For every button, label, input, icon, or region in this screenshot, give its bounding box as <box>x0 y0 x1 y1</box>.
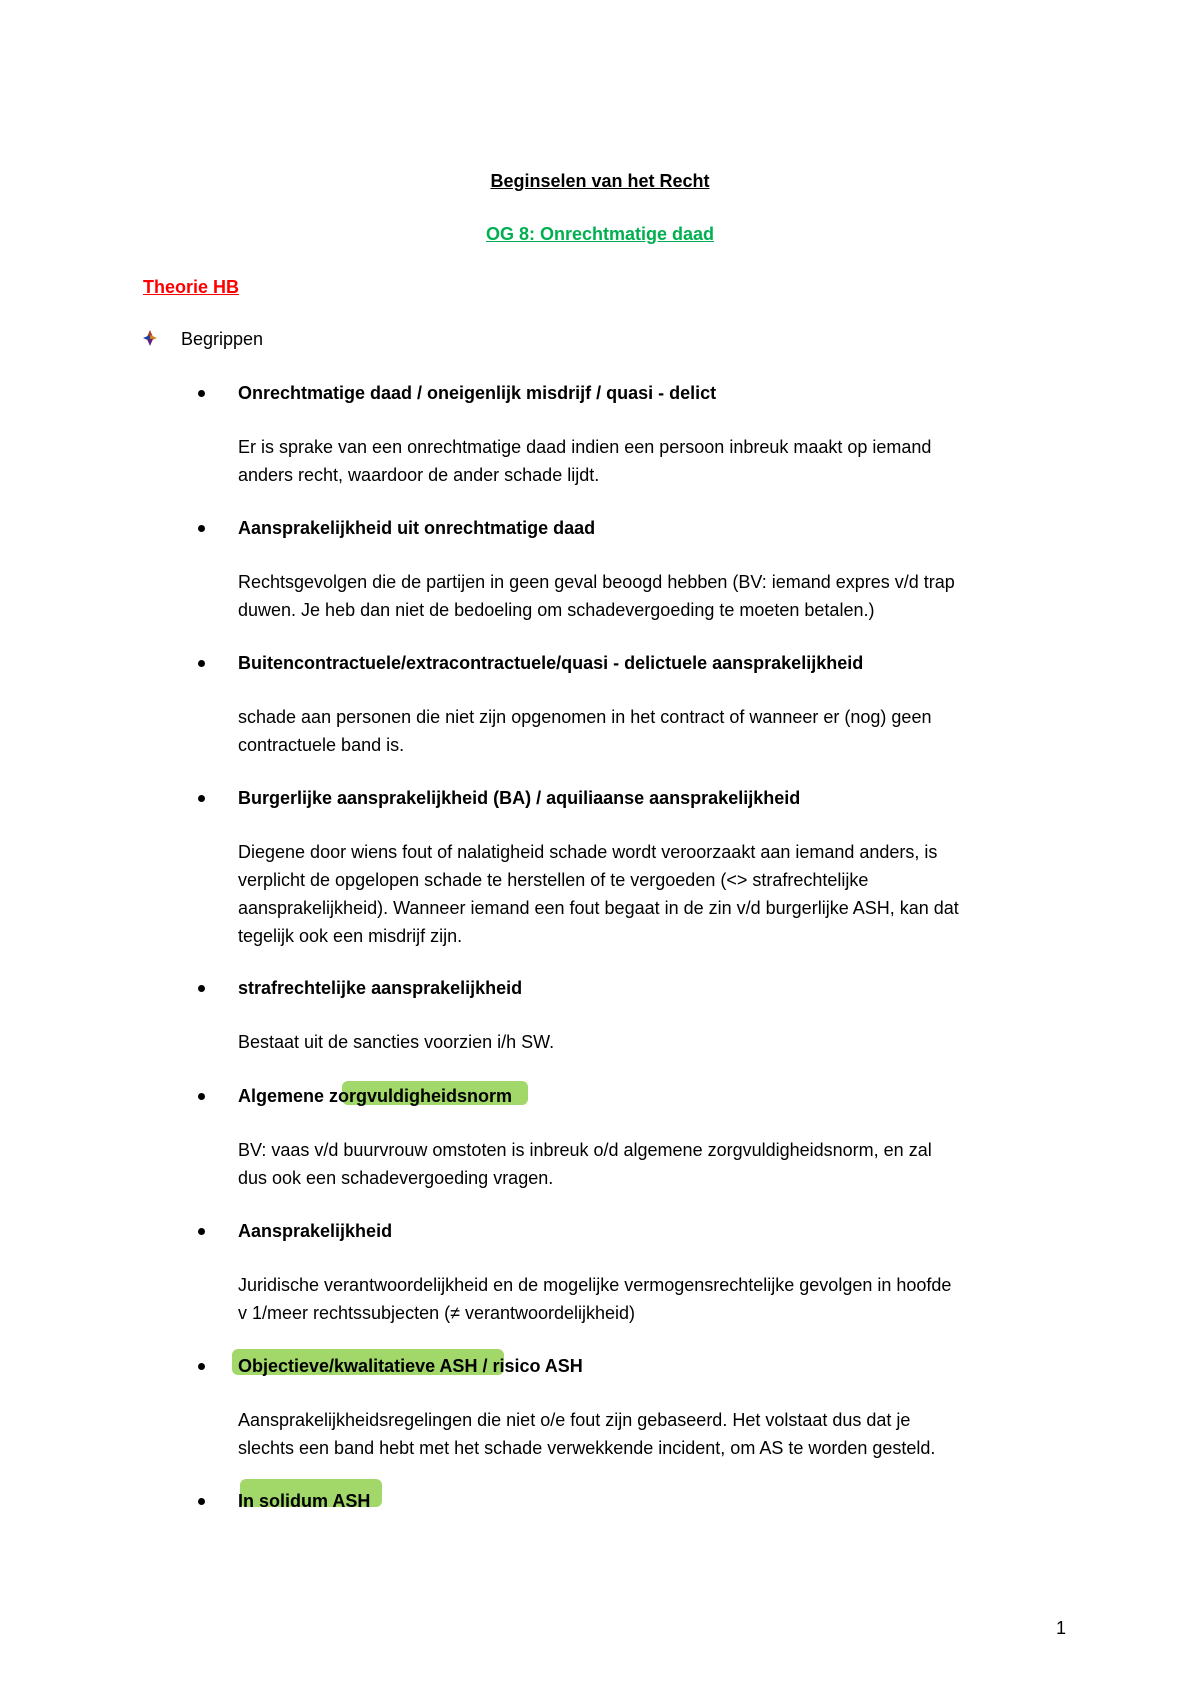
term-heading: Burgerlijke aansprakelijkheid (BA) / aquiliaanse aansprakelijkheid <box>238 788 801 808</box>
bullet-dot <box>198 1498 205 1505</box>
bullet-dot <box>198 525 205 532</box>
term-definition <box>238 1271 1068 1327</box>
definition-line: Juridische verantwoordelijkheid en de mogelijke vermogensrechtelijke gevolgen in hoofde <box>238 1275 952 1295</box>
definition-line: Bestaat uit de sancties voorzien i/h SW. <box>238 1032 555 1052</box>
definition-line: dus ook een schadevergoeding vragen. <box>238 1168 554 1188</box>
page-number: 1 <box>1056 1618 1067 1638</box>
definition-line: v 1/meer rechtssubjecten (≠ verantwoordelijkheid) <box>238 1303 636 1323</box>
bullet-dot <box>198 795 205 802</box>
term-definition <box>238 1028 1068 1056</box>
term-heading: Onrechtmatige daad / oneigenlijk misdrijf / quasi - delict <box>238 383 717 403</box>
definition-line: BV: vaas v/d buurvrouw omstoten is inbreuk o/d algemene zorgvuldigheidsnorm, en zal <box>238 1140 932 1160</box>
definition-line: slechts een band hebt met het schade verwekkende incident, om AS te worden gesteld. <box>238 1438 936 1458</box>
term-heading: Buitencontractuele/extracontractuele/quasi - delictuele aansprakelijkheid <box>238 653 864 673</box>
term-definition <box>238 1406 1068 1462</box>
bullet-dot <box>198 1363 205 1370</box>
definition-line: schade aan personen die niet zijn opgenomen in het contract of wanneer er (nog) geen <box>238 707 932 727</box>
term-heading: Aansprakelijkheid uit onrechtmatige daad <box>238 518 596 538</box>
term-definition <box>238 703 1068 759</box>
document-title: Beginselen van het Recht <box>490 171 710 191</box>
definition-line: aansprakelijkheid). Wanneer iemand een fout begaat in de zin v/d burgerlijke ASH, kan dat <box>238 898 959 918</box>
arrow-bullet-icon <box>141 329 159 347</box>
term-heading: Objectieve/kwalitatieve ASH / risico ASH <box>238 1356 583 1376</box>
term-heading: strafrechtelijke aansprakelijkheid <box>238 978 523 998</box>
term-definition <box>238 433 1068 489</box>
definition-line: verplicht de opgelopen schade te herstellen of te vergoeden (<> strafrechtelijke <box>238 870 869 890</box>
term-heading: Algemene zorgvuldigheidsnorm <box>238 1086 513 1106</box>
term-definition <box>238 838 1068 950</box>
definition-line: anders recht, waardoor de ander schade lijdt. <box>238 465 600 485</box>
definition-line: contractuele band is. <box>238 735 405 755</box>
definition-line: Er is sprake van een onrechtmatige daad indien een persoon inbreuk maakt op iemand <box>238 437 932 457</box>
definition-line: Diegene door wiens fout of nalatigheid schade wordt veroorzaakt aan iemand anders, is <box>238 842 938 862</box>
bullet-dot <box>198 1228 205 1235</box>
definition-line: Rechtsgevolgen die de partijen in geen geval beoogd hebben (BV: iemand expres v/d trap <box>238 572 955 592</box>
term-heading: In solidum ASH <box>238 1491 371 1511</box>
definition-line: duwen. Je heb dan niet de bedoeling om schadevergoeding te moeten betalen.) <box>238 600 875 620</box>
bullet-dot <box>198 390 205 397</box>
term-definition <box>238 568 1068 624</box>
bullet-dot <box>198 985 205 992</box>
definition-line: tegelijk ook een misdrijf zijn. <box>238 926 463 946</box>
bullet-dot <box>198 660 205 667</box>
definition-line: Aansprakelijkheidsregelingen die niet o/e fout zijn gebaseerd. Het volstaat dus dat je <box>238 1410 911 1430</box>
term-heading: Aansprakelijkheid <box>238 1221 393 1241</box>
term-definition <box>238 1136 1068 1192</box>
document-subtitle: OG 8: Onrechtmatige daad <box>485 224 715 244</box>
bullet-dot <box>198 1093 205 1100</box>
topic-heading: Begrippen <box>181 329 264 349</box>
section-heading: Theorie HB <box>143 277 240 297</box>
